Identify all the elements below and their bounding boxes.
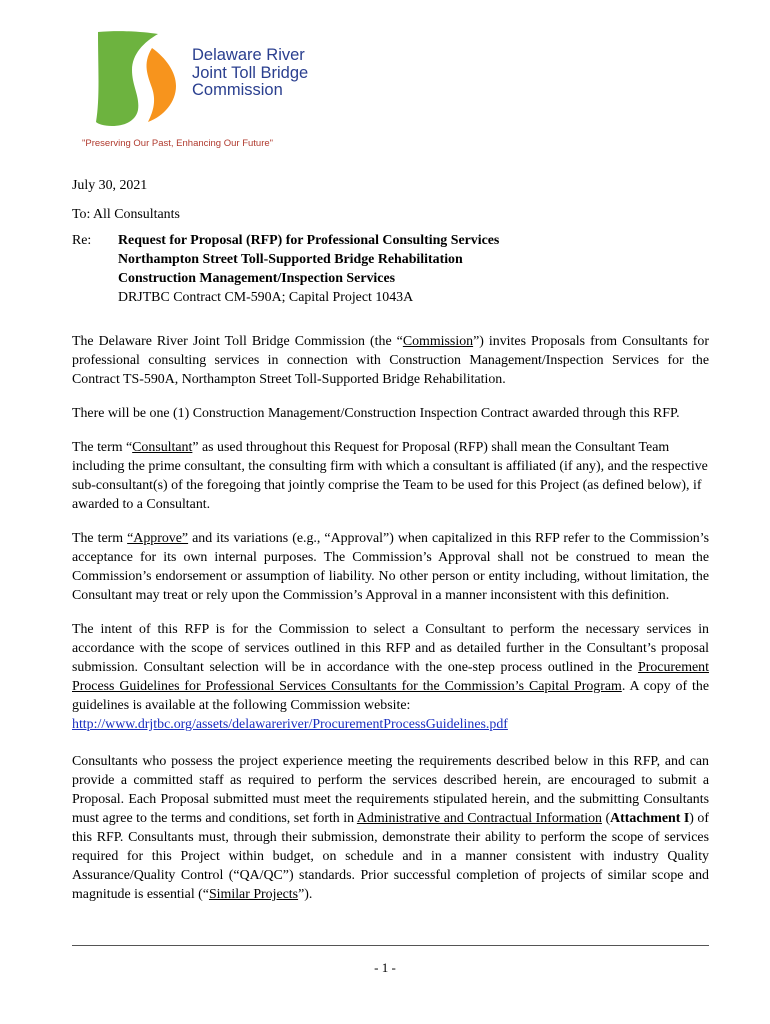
paragraph-approve-definition xyxy=(72,529,709,605)
subject-label: Re: xyxy=(72,233,92,248)
subject-line: Request for Proposal (RFP) for Professional Consulting Services xyxy=(118,233,500,248)
subject-line: Northampton Street Toll-Supported Bridge Rehabilitation xyxy=(118,252,463,267)
paragraph-intro xyxy=(72,332,709,389)
text: The intent of this RFP is for the Commission to select a Consultant to perform the necessary services in accordance with the scope of services outlined in this RFP and as detailed further in the Consultant’s proposal submission. Consultant selection will be in accordance with the one-step process outlined in the xyxy=(72,622,709,675)
text: ”) invites Proposals from Consultants for professional consulting services in connection with Construction Management/Inspection Services for the Contract TS-590A, Northampton Street Toll-Supported Bridge Rehabilitation. xyxy=(72,334,710,387)
subject-block xyxy=(72,231,709,307)
text: ” as used throughout this Request for Proposal (RFP) shall mean the Consultant Team including the prime consultant, the consulting firm with which a consultant is affiliated (if any), and the respective sub-consultant(s) of the foregoing that jointly comprise the Team to be used for this Project (as defined below), if awarded to a Consultant. xyxy=(72,440,708,512)
organization-name xyxy=(192,47,308,100)
text: The Delaware River Joint Toll Bridge Commission (the “ xyxy=(72,334,403,349)
page-number: - 1 - xyxy=(374,960,396,975)
defined-term: Commission xyxy=(402,334,474,349)
text: and its variations (e.g., “Approval”) when capitalized in this RFP refer to the Commission’s acceptance for its own internal purposes. The Commission’s Approval shall not be construed to mean the Commission’s endorsement or assumption of liability. No other person or entity including, without limitation, the Consultant may treat or rely upon the Commission’s Approval in a manner inconsistent with this definition. xyxy=(72,531,709,603)
attachment-reference: Administrative and Contractual Information xyxy=(356,811,602,826)
text: Consultants who possess the project experience meeting the requirements described below in this RFP, and can provide a committed staff as required to perform the services described herein, are encouraged to submit a Proposal. Each Proposal submitted must meet the requirements stipulated herein, and the submitting Consultants must agree to the terms and conditions, set forth in xyxy=(72,754,709,826)
contract-line: DRJTBC Contract CM-590A; Capital Project 1043A xyxy=(118,290,414,305)
logo-green-shape xyxy=(96,31,158,126)
defined-term: Consultant xyxy=(132,440,193,455)
guidelines-link[interactable]: http://www.drjtbc.org/assets/delawareriver/ProcurementProcessGuidelines.pdf xyxy=(72,717,508,732)
guidelines-reference: Procurement Process Guidelines for Professional Services Consultants for the Commission’s Capital Program xyxy=(72,660,709,694)
text: ) of this RFP. Consultants must, through their submission, demonstrate their ability to perform the scope of services required for this Project within budget, on schedule and in a manner consistent with industry Quality Assurance/Quality Control (“QA/QC”) standards. Prior successful completion of projects of similar scope and magnitude is essential (“ xyxy=(72,811,710,902)
text: The term xyxy=(72,531,128,546)
attachment-label: Attachment I xyxy=(610,811,690,826)
letter-recipient: To: All Consultants xyxy=(72,207,180,222)
text: . A copy of the guidelines is available at the following Commission website: xyxy=(72,679,709,713)
text: The term “ xyxy=(72,440,133,455)
defined-term: Similar Projects xyxy=(208,887,299,902)
org-name-line: Commission xyxy=(192,81,283,99)
text: ( xyxy=(601,811,611,826)
subject-line: Construction Management/Inspection Services xyxy=(118,271,396,286)
org-name-line: Joint Toll Bridge xyxy=(192,63,309,82)
text: ”). xyxy=(298,887,313,902)
letter-date: July 30, 2021 xyxy=(72,178,148,193)
paragraph-contract-count: There will be one (1) Construction Management/Construction Inspection Contract awarded through this RFP. xyxy=(72,406,680,421)
org-name-line: Delaware River xyxy=(192,46,305,64)
footer-divider xyxy=(72,945,709,946)
letter-body xyxy=(72,176,709,904)
paragraph-consultant-definition xyxy=(72,438,709,514)
paragraph-requirements xyxy=(72,752,709,904)
logo-orange-shape xyxy=(147,48,176,122)
paragraph-intent xyxy=(72,620,709,734)
defined-term: “Approve” xyxy=(127,531,189,546)
tagline: "Preserving Our Past, Enhancing Our Future" xyxy=(82,138,274,149)
commission-logo-icon xyxy=(92,28,182,128)
